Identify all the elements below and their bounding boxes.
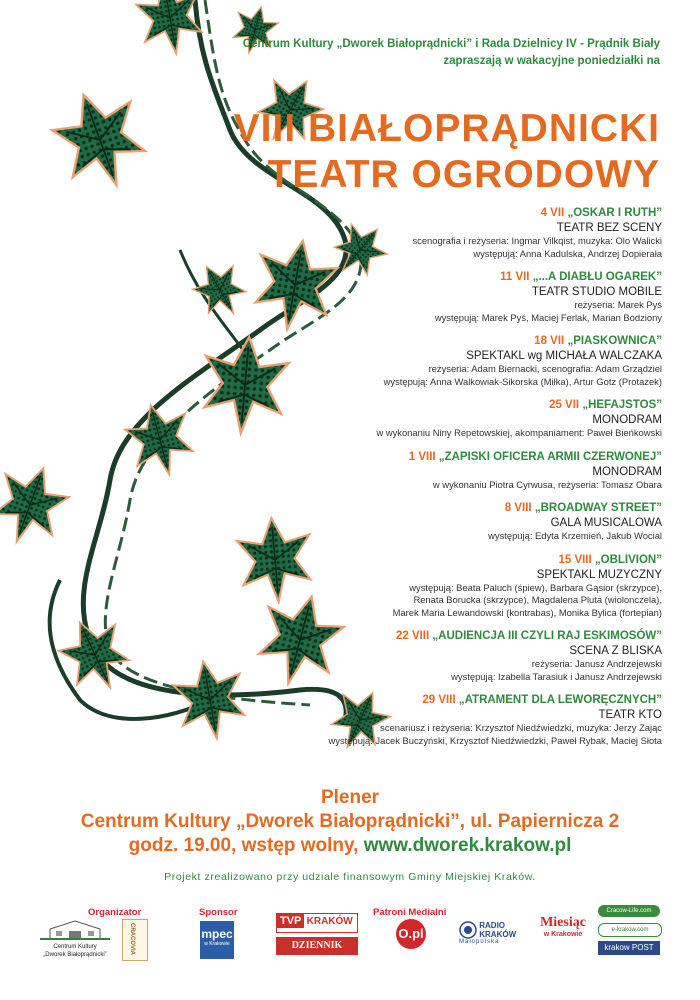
event-credit: reżyseria: Janusz Andrzejewski	[531, 658, 662, 669]
mpec-logo	[200, 921, 234, 959]
manor-house-icon	[36, 919, 114, 941]
event-title: „...A DIABŁU OGAREK”	[532, 271, 662, 283]
tvp-krakow-logo	[276, 913, 358, 933]
event-credit: występują: Marek Pyś, Maciej Ferlak, Marian Bodziony	[434, 311, 662, 323]
radio-logo-line1: RADIO	[479, 921, 506, 930]
event-credit: Marek Maria Lewandowski (kontrabas), Monika Bylica (fortepian)	[392, 606, 662, 618]
event-credit: reżyseria: Adam Biernacki, scenografia: Adam Grządziel	[428, 363, 662, 374]
tvp-logo-text: TVP	[277, 914, 304, 928]
event-item	[242, 334, 662, 388]
poster-title	[234, 106, 660, 198]
event-title: „OSKAR I RUTH”	[567, 207, 662, 219]
event-credit: w wykonaniu Niny Repetowskiej, akompaniament: Paweł Bieńkowski	[376, 427, 662, 438]
miesiac-logo-line1: Miesiąc	[540, 915, 586, 930]
event-company: TEATR BEZ SCENY	[556, 222, 662, 234]
miesiac-logo-line2: w Krakowie	[543, 931, 583, 938]
event-item	[242, 501, 662, 543]
event-date: 25 VII	[549, 399, 580, 411]
event-date: 22 VIII	[395, 630, 430, 642]
organizer-logo-line1: Centrum Kultury	[53, 944, 97, 950]
event-credit: w wykonaniu Piotra Cyrwusa, reżyseria: Tomasz Obara	[432, 478, 662, 490]
event-credit: występują: Anna Kadulska, Andrzej Dopierała	[473, 247, 662, 259]
event-title: „OBLIVION”	[594, 553, 662, 566]
radio-waves-icon	[459, 921, 477, 939]
event-title: „ATRAMENT DLA LEWORĘCZNYCH”	[458, 694, 662, 706]
radio-logo-line2: KRAKÓW	[479, 930, 517, 939]
intro	[243, 36, 660, 70]
event-title: „BROADWAY STREET”	[534, 502, 662, 514]
event-company: MONODRAM	[592, 465, 662, 478]
event-date: 11 VII	[500, 271, 530, 283]
event-company: SPEKTAKL wg MICHAŁA WALCZAKA	[466, 350, 662, 362]
event-item	[242, 693, 662, 747]
event-company: SCENA Z BLISKA	[569, 645, 662, 657]
event-company: TEATR STUDIO MOBILE	[531, 286, 662, 298]
organizer-logo-line2: „Dworek Białoprądnicki”	[43, 952, 107, 958]
event-credit: występują: Beata Paluch (śpiew), Barbara Gąsior (skrzypce),	[409, 581, 662, 593]
event-company: GALA MUSICALOWA	[550, 517, 662, 529]
title-line2: TEATR OGRODOWY	[267, 153, 660, 196]
event-item	[242, 270, 662, 324]
event-credit: reżyseria: Marek Pyś	[574, 299, 662, 310]
intro-line1: Centrum Kultury „Dworek Białoprądnicki” i Rada Dzielnicy IV - Prądnik Biały	[242, 38, 660, 50]
event-title: „AUDIENCJA III CZYLI RAJ ESKIMOSÓW”	[432, 630, 662, 642]
event-credit: scenariusz i reżyseria: Krzysztof Niedźwiedzki, muzyka: Jerzy Zając	[380, 722, 662, 733]
event-credit: występują: Izabella Tarasiuk i Janusz Andrzejewski	[451, 670, 662, 682]
event-date: 1 VIII	[408, 450, 436, 463]
event-company: MONODRAM	[592, 414, 662, 426]
event-item	[242, 553, 662, 620]
event-date: 18 VII	[534, 335, 565, 347]
funding-note: Projekt zrealizowano przy udziale finansowym Gminy Miejskiej Kraków.	[164, 871, 536, 883]
intro-line2: zapraszają w wakacyjne poniedziałki na	[443, 55, 660, 67]
organizer-label: Organizator	[88, 907, 142, 918]
tvp-logo-sub: KRAKÓW	[306, 916, 353, 927]
radio-krakow-logo	[459, 921, 529, 959]
opl-logo	[386, 919, 436, 955]
sponsor-label: Sponsor	[199, 907, 238, 918]
dziennik-polski-logo: DZIENNIK POLSKI	[276, 937, 358, 955]
event-credit: występują: Anna Walkowiak-Sikorska (Miłka), Artur Gotz (Protazek)	[383, 375, 662, 387]
event-date: 29 VIII	[422, 694, 456, 706]
sponsors-bar	[0, 905, 700, 995]
organizer-logo	[36, 919, 114, 961]
miesiac-logo	[538, 915, 588, 955]
title-line1: VIII BIAŁOPRĄDNICKI	[233, 107, 660, 150]
radio-logo-sub: Małopolska	[459, 939, 500, 945]
event-credit: scenografia i reżyseria: Ingmar Vilkqist, muzyka: Olo Walicki	[412, 235, 662, 246]
event-company: TEATR KTO	[598, 709, 662, 721]
event-date: 4 VII	[540, 207, 565, 219]
venue-plener: Plener	[320, 787, 380, 808]
event-date: 15 VIII	[558, 553, 592, 566]
event-credit: Renata Borucka (skrzypce), Magdalena Pluta (wiolonczela),	[413, 594, 662, 605]
event-title: „HEFAJSTOS”	[582, 399, 662, 411]
event-company: SPEKTAKL MUZYCZNY	[536, 568, 662, 581]
event-title: „PIASKOWNICA”	[567, 335, 662, 347]
website-link[interactable]: www.dworek.krakow.pl	[363, 835, 572, 856]
event-item	[242, 398, 662, 440]
event-item	[242, 206, 662, 260]
event-item	[242, 450, 662, 492]
cracovia-logo: CRACOVIA	[122, 919, 148, 961]
program-list	[242, 206, 662, 757]
event-credit: występują: Edyta Krzemień, Jakub Wocial	[488, 530, 662, 541]
event-credit: występują: Jacek Buczyński, Krzysztof Niedźwiedzki, Paweł Rybak, Maciej Słota	[328, 734, 662, 746]
mpec-logo-text: mpec	[201, 927, 233, 941]
mpec-logo-sub: w Krakowie	[204, 941, 230, 947]
event-title: „ZAPISKI OFICERA ARMII CZERWONEJ”	[438, 450, 662, 463]
venue-info	[0, 786, 700, 858]
media-patrons-label: Patroni Medialni	[373, 907, 447, 918]
e-krakow-logo: e-krakow.com	[598, 923, 662, 937]
event-item	[242, 629, 662, 683]
krakow-post-logo: krakow POST	[598, 941, 660, 955]
opl-logo-text: O.pl	[396, 919, 426, 949]
venue-time: godz. 19.00, wstęp wolny,	[128, 835, 359, 856]
event-date: 8 VIII	[504, 502, 532, 514]
cracow-life-logo: Cracow-Life.com	[598, 905, 660, 917]
venue-address: Centrum Kultury „Dworek Białoprądnicki”, ul. Papiernicza 2	[80, 811, 620, 832]
